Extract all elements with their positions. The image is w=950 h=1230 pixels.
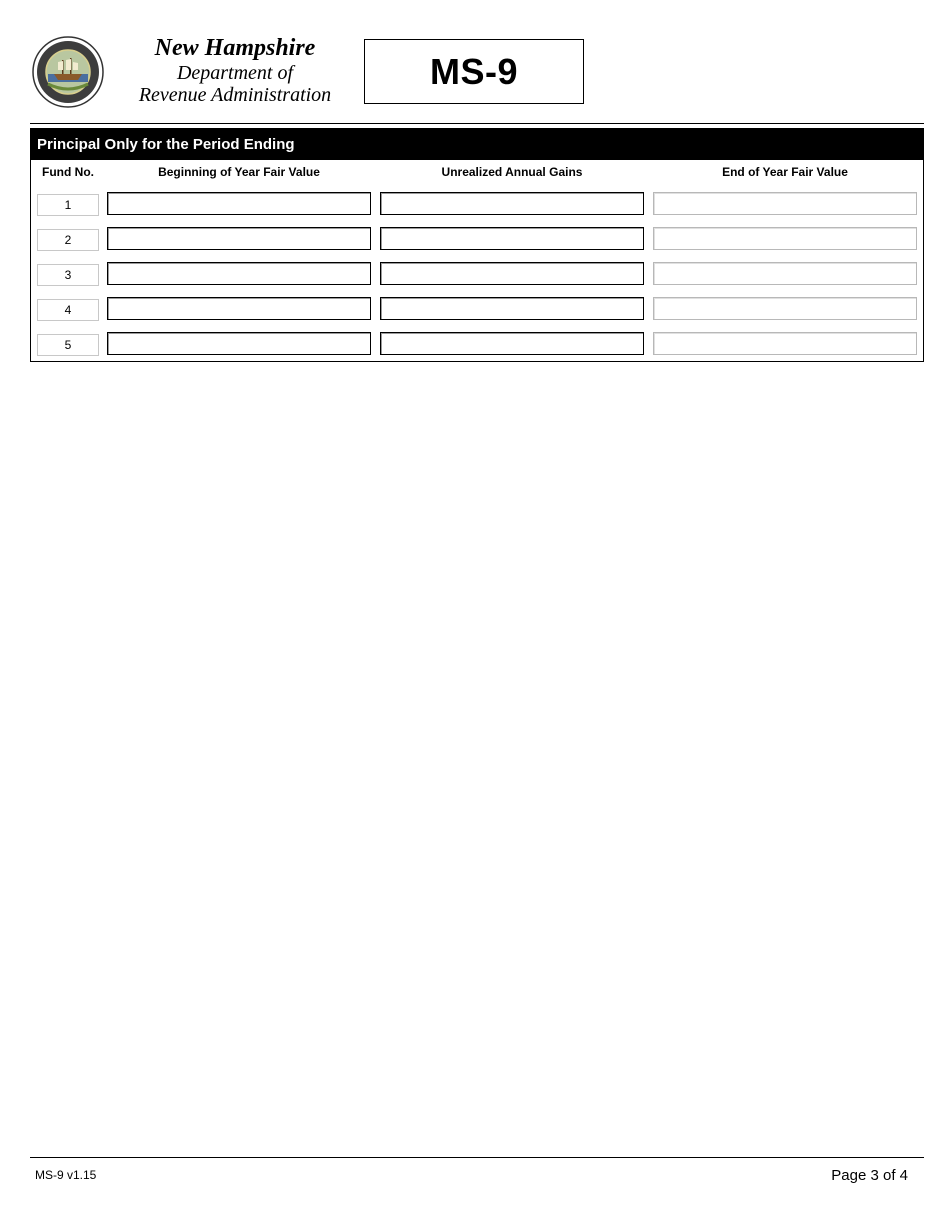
- end-fair-value-field: [653, 192, 917, 215]
- unrealized-gains-input[interactable]: [380, 227, 644, 250]
- form-id-box: [364, 39, 584, 104]
- col-header-beginning: Beginning of Year Fair Value: [158, 165, 320, 179]
- form-version: MS-9 v1.15: [35, 1168, 97, 1182]
- unrealized-gains-input[interactable]: [380, 262, 644, 285]
- col-header-gains: Unrealized Annual Gains: [441, 165, 583, 179]
- fund-no-cell: 3: [37, 264, 99, 286]
- agency-name: [122, 34, 348, 106]
- col-header-fund-no: Fund No.: [42, 165, 94, 179]
- beginning-fair-value-input[interactable]: [107, 192, 371, 215]
- agency-division: Revenue Administration: [138, 84, 332, 106]
- principal-section: [30, 128, 924, 362]
- state-seal-logo: [32, 36, 104, 108]
- fund-no-cell: 4: [37, 299, 99, 321]
- header-divider: [30, 123, 924, 124]
- footer-divider: [30, 1157, 924, 1158]
- end-fair-value-field: [653, 262, 917, 285]
- end-fair-value-field: [653, 332, 917, 355]
- fund-no-cell: 5: [37, 334, 99, 356]
- unrealized-gains-input[interactable]: [380, 297, 644, 320]
- form-id: MS-9: [429, 50, 518, 92]
- end-fair-value-field: [653, 227, 917, 250]
- unrealized-gains-input[interactable]: [380, 332, 644, 355]
- agency-department: Department of: [176, 62, 294, 84]
- unrealized-gains-input[interactable]: [380, 192, 644, 215]
- section-title: Principal Only for the Period Ending: [31, 129, 923, 160]
- beginning-fair-value-input[interactable]: [107, 262, 371, 285]
- beginning-fair-value-input[interactable]: [107, 332, 371, 355]
- end-fair-value-field: [653, 297, 917, 320]
- fund-no-cell: 2: [37, 229, 99, 251]
- fund-no-cell: 1: [37, 194, 99, 216]
- agency-state: New Hampshire: [154, 35, 316, 61]
- beginning-fair-value-input[interactable]: [107, 297, 371, 320]
- col-header-end: End of Year Fair Value: [722, 165, 848, 179]
- page-number: Page 3 of 4: [831, 1167, 908, 1184]
- beginning-fair-value-input[interactable]: [107, 227, 371, 250]
